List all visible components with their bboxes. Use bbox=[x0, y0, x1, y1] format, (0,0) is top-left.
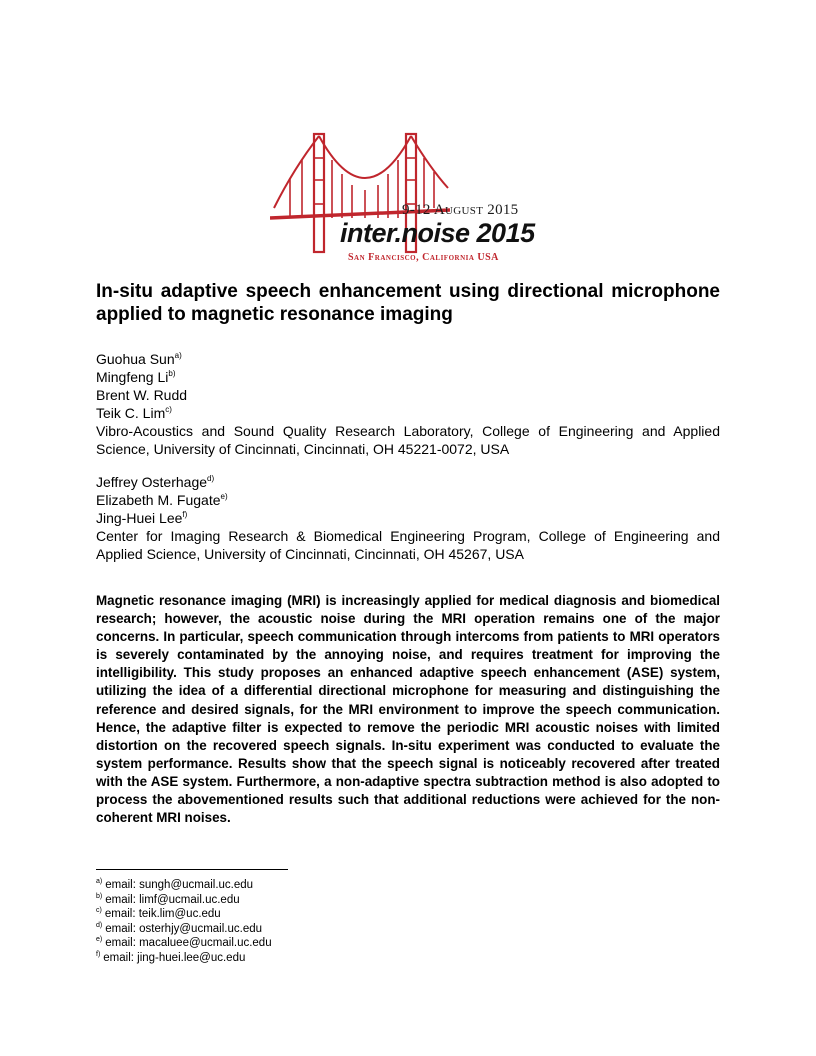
affiliation: Vibro-Acoustics and Sound Quality Research Laboratory, College of Engineering and Applied Science, University of Cincinnati, Cincinnati, OH 45221-0072, USA bbox=[96, 423, 720, 457]
conference-date: 9-12 August 2015 bbox=[402, 202, 519, 218]
author-name: Brent W. Rudd bbox=[96, 387, 188, 403]
footnotes bbox=[96, 878, 272, 966]
author-name: Teik C. Lim$^{c)}$ bbox=[96, 405, 172, 421]
footnote-divider bbox=[96, 869, 288, 870]
affiliation: Center for Imaging Research & Biomedical Engineering Program, College of Engineering and Applied Science, University of Cincinnati, Cincinnati, OH 45267, USA bbox=[96, 528, 720, 562]
author-block bbox=[96, 350, 720, 563]
paper-title: In-situ adaptive speech enhancement using directional microphone applied to magnetic resonance imaging bbox=[96, 281, 720, 325]
footnote: $^{a)}$ email: sungh@ucmail.uc.edu bbox=[96, 878, 254, 891]
abstract: Magnetic resonance imaging (MRI) is increasingly applied for medical diagnosis and biomedical research; however, the acoustic noise during the MRI operation remains one of the major concerns. In particular, speech communication through intercoms from patients to MRI operators is severely contaminated by the annoying noise, and requires treatment for improving the intelligibility. This study proposes an enhanced adaptive speech enhancement (ASE) system, utilizing the idea of a differential directional microphone for measuring and distinguishing the reference and desired signals, for the MRI environment to improve the speech communication. Hence, the adaptive filter is expected to remove the periodic MRI acoustic noises with limited distortion on the recovered speech signals. In-situ experiment was conducted to evaluate the system performance. Results show that the speech signal is noticeably recovered after treated with the ASE system. Furthermore, a non-adaptive spectra subtraction method is also adopted to process the abovementioned results such that additional reductions were achieved for the non-coherent MRI noises. bbox=[96, 593, 720, 826]
author-name: Guohua Sun$^{a)}$ bbox=[96, 351, 182, 367]
footnote: $^{d)}$ email: osterhjy@ucmail.uc.edu bbox=[96, 921, 263, 935]
footnote: $^{f)}$ email: jing-huei.lee@uc.edu bbox=[96, 950, 246, 964]
conference-name: inter.noise 2015 bbox=[340, 218, 535, 248]
footnote: $^{c)}$ email: teik.lim@uc.edu bbox=[96, 907, 221, 921]
conference-location: San Francisco, California USA bbox=[348, 252, 499, 263]
author-name: Jeffrey Osterhage$^{d)}$ bbox=[96, 474, 215, 490]
conference-logo bbox=[270, 128, 550, 268]
author-name: Mingfeng Li$^{b)}$ bbox=[96, 369, 176, 385]
footnote: $^{b)}$ email: limf@ucmail.uc.edu bbox=[96, 892, 240, 906]
footnote: $^{e)}$ email: macaluee@ucmail.uc.edu bbox=[96, 936, 272, 950]
author-name: Jing-Huei Lee$^{f)}$ bbox=[96, 510, 188, 526]
author-name: Elizabeth M. Fugate$^{e)}$ bbox=[96, 492, 228, 508]
